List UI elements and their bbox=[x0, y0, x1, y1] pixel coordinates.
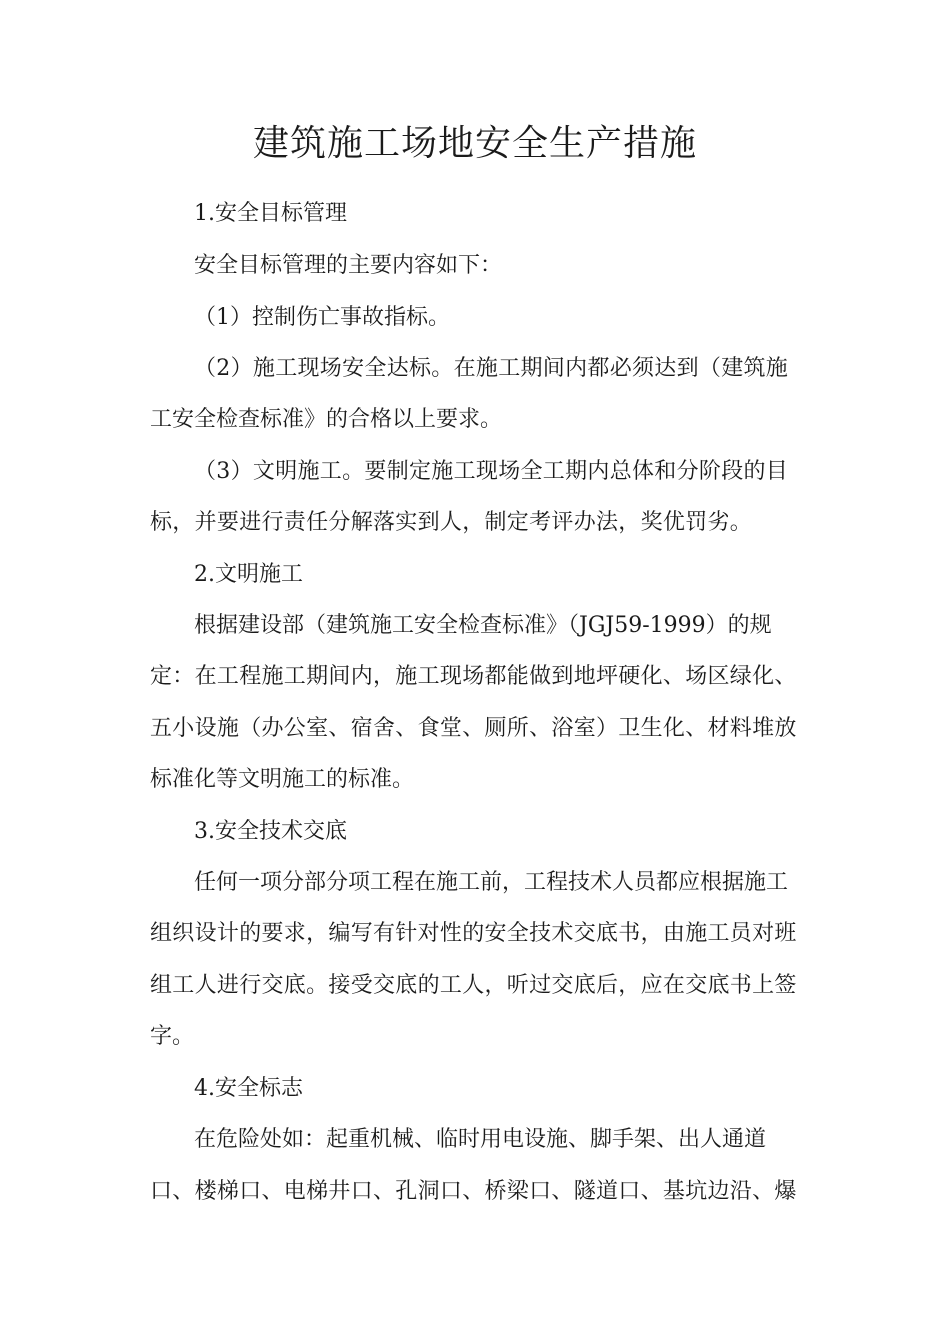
paragraph-line: 字。 bbox=[150, 1024, 195, 1049]
list-item-2-line-1: （2）施工现场安全达标。在施工期间内都必须达到（建筑施 bbox=[194, 356, 789, 381]
document-title: 建筑施工场地安全生产措施 bbox=[252, 123, 697, 164]
list-item-2-line-2: 工安全检查标准》的合格以上要求。 bbox=[150, 407, 503, 432]
paragraph-line: 标准化等文明施工的标准。 bbox=[150, 767, 415, 792]
list-item-3-line-2: 标，并要进行责任分解落实到人，制定考评办法，奖优罚劣。 bbox=[150, 510, 753, 535]
section-heading-1: 1.安全目标管理 bbox=[194, 201, 347, 226]
paragraph-line: 组工人进行交底。接受交底的工人，听过交底后，应在交底书上签 bbox=[150, 973, 797, 998]
paragraph-line: 任何一项分部分项工程在施工前，工程技术人员都应根据施工 bbox=[194, 870, 789, 895]
paragraph-line: 安全目标管理的主要内容如下： bbox=[194, 253, 503, 278]
list-item-1: （1）控制伤亡事故指标。 bbox=[194, 305, 450, 330]
paragraph-line: 根据建设部（建筑施工安全检查标准》（JGJ59-1999）的规 bbox=[194, 613, 772, 638]
list-item-3-line-1: （3）文明施工。要制定施工现场全工期内总体和分阶段的目 bbox=[194, 459, 789, 484]
paragraph-line: 定：在工程施工期间内，施工现场都能做到地坪硬化、场区绿化、 bbox=[150, 664, 797, 689]
paragraph-line: 口、楼梯口、电梯井口、孔洞口、桥梁口、隧道口、基坑边沿、爆 bbox=[150, 1179, 797, 1204]
section-heading-4: 4.安全标志 bbox=[194, 1076, 303, 1101]
paragraph-line: 组织设计的要求，编写有针对性的安全技术交底书，由施工员对班 bbox=[150, 921, 797, 946]
paragraph-line: 在危险处如：起重机械、临时用电设施、脚手架、出人通道 bbox=[194, 1127, 767, 1152]
section-heading-2: 2.文明施工 bbox=[194, 562, 303, 587]
paragraph-line: 五小设施（办公室、宿舍、食堂、厕所、浴室）卫生化、材料堆放 bbox=[150, 716, 797, 741]
section-heading-3: 3.安全技术交底 bbox=[194, 819, 347, 844]
